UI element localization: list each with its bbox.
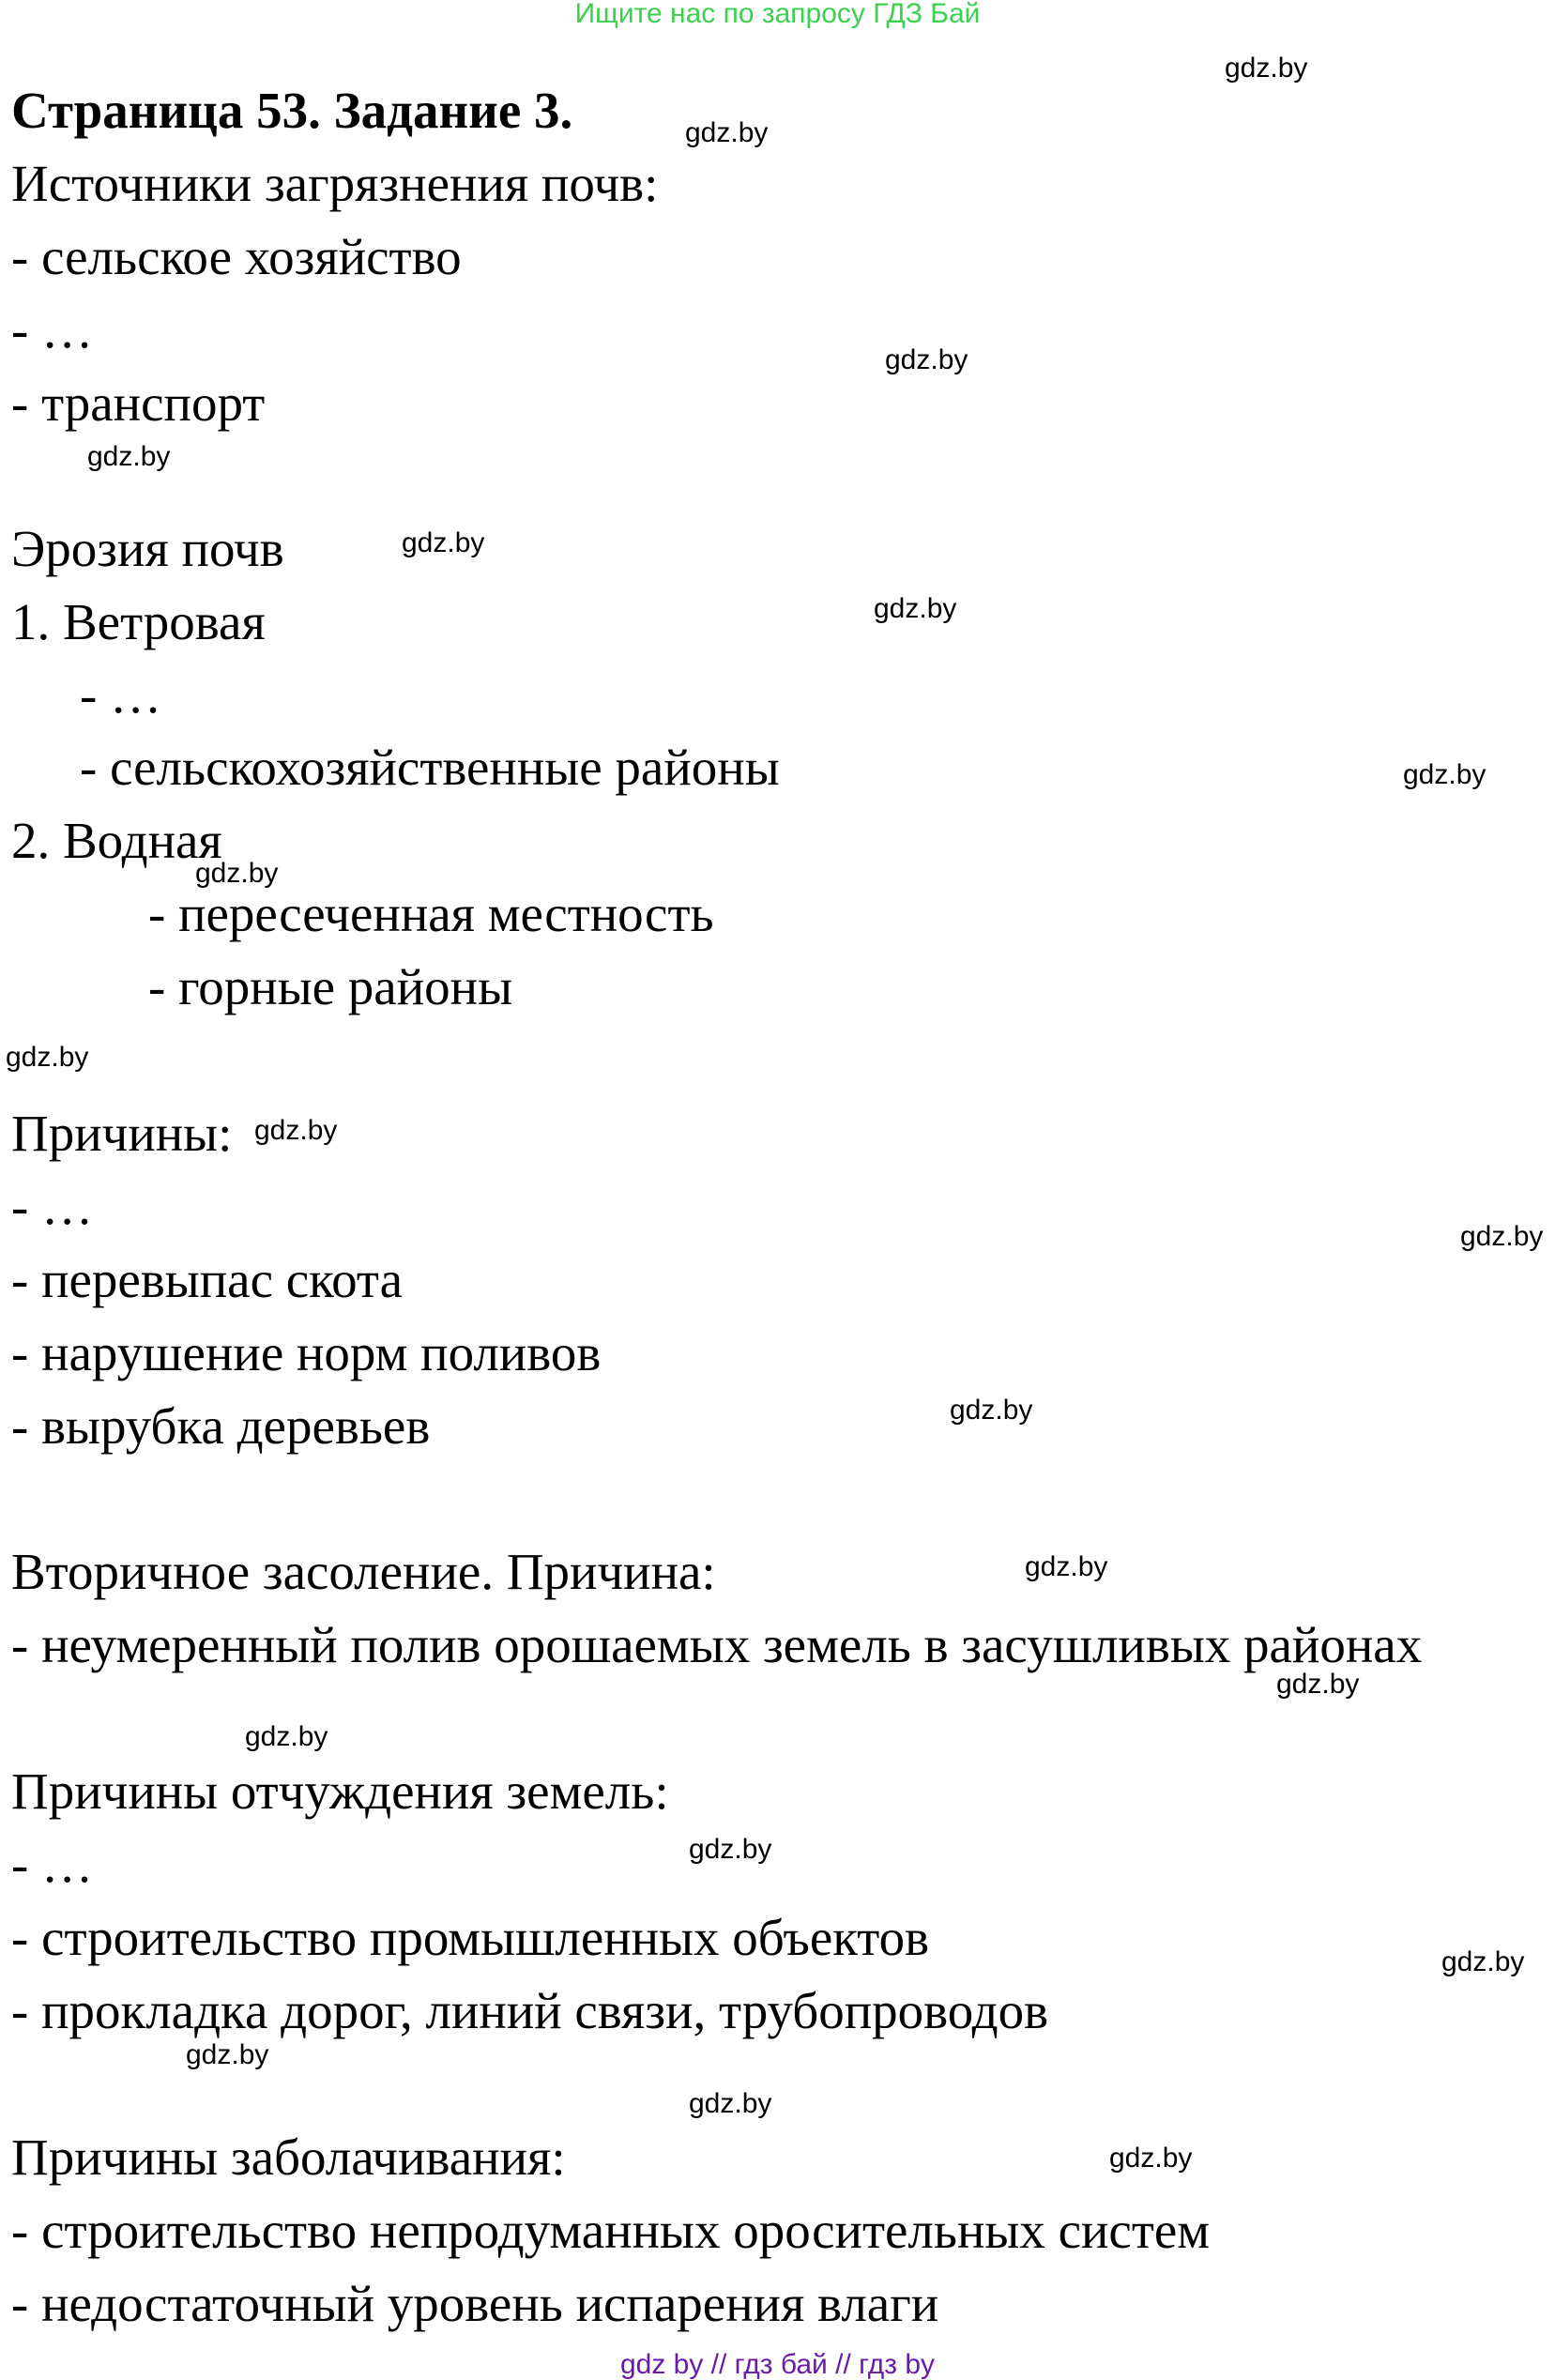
- watermark: gdz.by: [1225, 53, 1308, 84]
- watermark: gdz.by: [87, 441, 171, 472]
- waterlogging-heading: Причины заболачивания:: [11, 2128, 566, 2186]
- list-item: - …: [80, 666, 162, 724]
- footer-watermark: gdz by // гдз бай // гдз by: [619, 2349, 936, 2380]
- list-item: - прокладка дорог, линий связи, трубопроводов: [11, 1982, 1049, 2039]
- alienation-heading: Причины отчуждения земель:: [11, 1762, 669, 1820]
- pollution-heading: Источники загрязнения почв:: [11, 155, 659, 212]
- watermark: gdz.by: [1441, 1946, 1525, 1977]
- list-item: - пересеченная местность: [148, 885, 714, 942]
- list-item: - сельскохозяйственные районы: [80, 739, 780, 796]
- watermark: gdz.by: [1403, 759, 1486, 790]
- list-item: - недостаточный уровень испарения влаги: [11, 2275, 939, 2332]
- list-item: - строительство непродуманных оросительных систем: [11, 2202, 1211, 2259]
- list-item: - вырубка деревьев: [11, 1397, 431, 1455]
- erosion-heading: Эрозия почв: [11, 520, 284, 577]
- causes-heading: Причины:: [11, 1105, 233, 1162]
- list-item: - горные районы: [148, 958, 513, 1015]
- list-item: - перевыпас скота: [11, 1251, 403, 1308]
- watermark: gdz.by: [1276, 1669, 1360, 1700]
- watermark: gdz.by: [1460, 1221, 1544, 1252]
- watermark: gdz.by: [6, 1042, 89, 1073]
- list-item: - …: [11, 1836, 94, 1893]
- watermark: gdz.by: [689, 1834, 772, 1865]
- top-banner: Ищите нас по запросу ГДЗ Бай: [574, 0, 981, 29]
- list-item: - …: [11, 301, 94, 359]
- list-item: - нарушение норм поливов: [11, 1324, 602, 1381]
- watermark: gdz.by: [186, 2039, 269, 2070]
- watermark: gdz.by: [874, 593, 957, 624]
- watermark: gdz.by: [402, 527, 485, 558]
- watermark: gdz.by: [1025, 1551, 1108, 1582]
- watermark: gdz.by: [689, 2088, 772, 2119]
- erosion-wind-label: 1. Ветровая: [11, 593, 266, 650]
- watermark: gdz.by: [195, 858, 279, 889]
- page-title: Страница 53. Задание 3.: [11, 82, 573, 139]
- list-item: - сельское хозяйство: [11, 228, 462, 285]
- list-item: - неумеренный полив орошаемых земель в засушливых районах: [11, 1616, 1423, 1673]
- watermark: gdz.by: [1109, 2143, 1193, 2174]
- watermark: gdz.by: [245, 1721, 328, 1752]
- watermark: gdz.by: [254, 1115, 338, 1146]
- list-item: - транспорт: [11, 374, 266, 432]
- salinization-heading: Вторичное засоление. Причина:: [11, 1543, 716, 1600]
- watermark: gdz.by: [885, 344, 968, 375]
- list-item: - строительство промышленных объектов: [11, 1909, 930, 1966]
- erosion-water-label: 2. Водная: [11, 812, 222, 869]
- list-item: - …: [11, 1178, 94, 1235]
- watermark: gdz.by: [685, 117, 769, 148]
- watermark: gdz.by: [950, 1395, 1033, 1426]
